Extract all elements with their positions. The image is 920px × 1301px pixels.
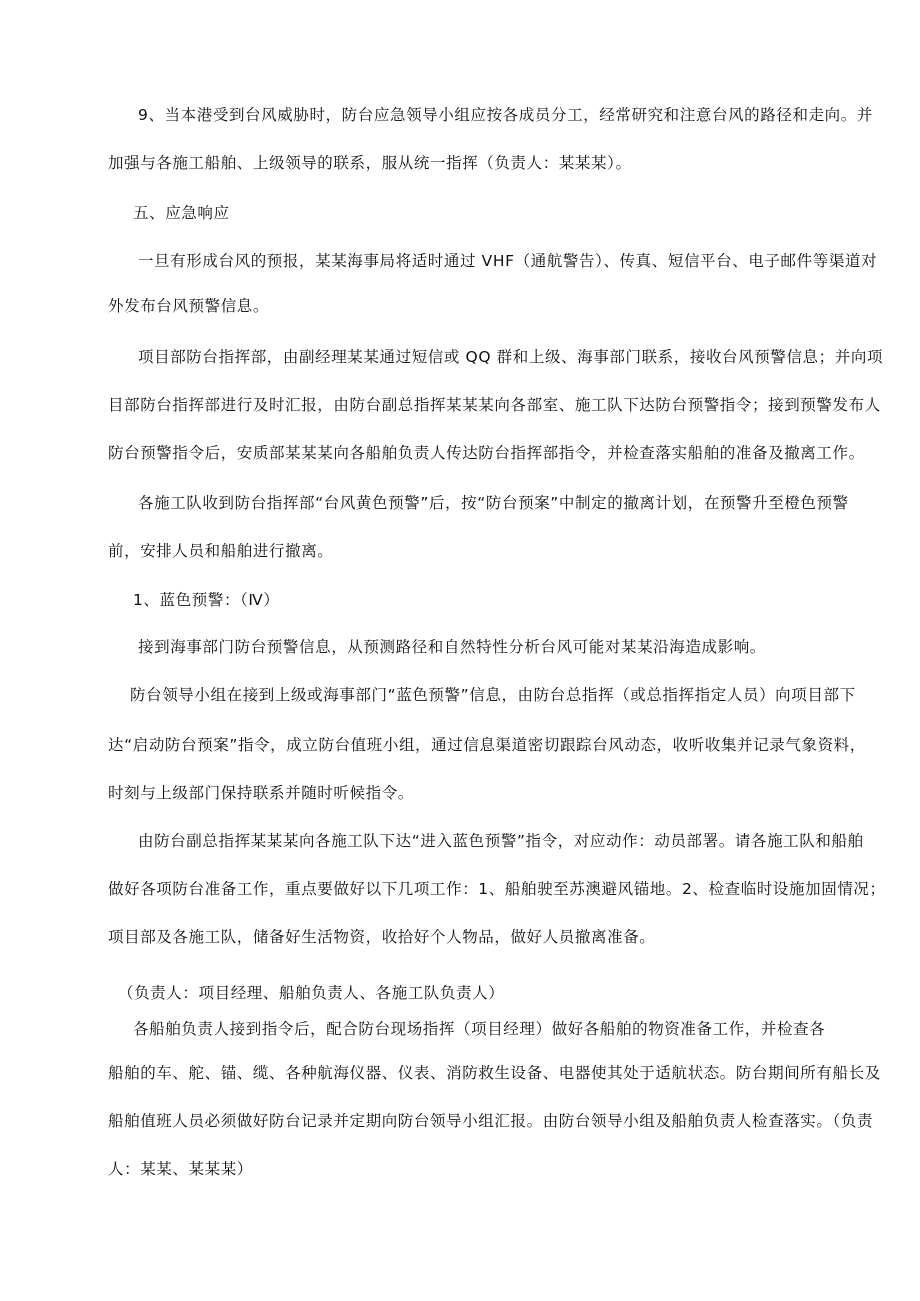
- paragraph-line: 达“启动防台预案”指令，成立防台值班小组，通过信息渠道密切跟踪台风动态，收听收集并记录气象资料，: [108, 736, 866, 754]
- responsible-note: （负责人：项目经理、船舶负责人、各施工队负责人）: [118, 984, 505, 1002]
- section-heading: 五、应急响应: [133, 204, 230, 222]
- paragraph-line: 由防台副总指挥某某某向各施工队下达“进入蓝色预警”指令，对应动作：动员部署。请各施工队和船舶: [138, 832, 864, 850]
- paragraph-line: 防台领导小组在接到上级或海事部门“蓝色预警”信息，由防台总指挥（或总指挥指定人员）向项目部下: [130, 686, 856, 704]
- paragraph-line: 船舶的车、舵、锚、缆、各种航海仪器、仪表、消防救生设备、电器使其处于适航状态。防台期间所有船长及: [108, 1064, 881, 1082]
- paragraph-line: 项目部防台指挥部，由副经理某某通过短信或 QQ 群和上级、海事部门联系，接收台风预警信息；并向项: [138, 348, 884, 366]
- paragraph-line: 各船舶负责人接到指令后，配合防台现场指挥（项目经理）做好各船舶的物资准备工作，并检查各: [133, 1020, 826, 1038]
- paragraph-line: 船舶值班人员必须做好防台记录并定期向防台领导小组汇报。由防台领导小组及船舶负责人检查落实。（负责: [108, 1112, 874, 1130]
- paragraph-line: 防台预警指令后，安质部某某某向各船舶负责人传达防台指挥部指令，并检查落实船舶的准备及撤离工作。: [108, 444, 865, 462]
- paragraph-line: 外发布台风预警信息。: [108, 297, 270, 315]
- subsection-heading: 1、蓝色预警：（Ⅳ）: [133, 591, 280, 609]
- paragraph-line: 人：某某、某某某）: [108, 1160, 253, 1178]
- paragraph-line: 前，安排人员和船舶进行撤离。: [108, 542, 334, 560]
- paragraph-line: 目部防台指挥部进行及时汇报，由防台副总指挥某某某向各部室、施工队下达防台预警指令；接到预警发布人: [108, 396, 881, 414]
- paragraph-line: 项目部及各施工队，储备好生活物资，收拾好个人物品，做好人员撤离准备。: [108, 928, 656, 946]
- paragraph-line: 加强与各施工船舶、上级领导的联系，服从统一指挥（负责人：某某某）。: [108, 154, 632, 172]
- paragraph-line: 一旦有形成台风的预报，某某海事局将适时通过 VHF（通航警告）、传真、短信平台、电子邮件等渠道对: [138, 252, 878, 270]
- paragraph-line: 接到海事部门防台预警信息，从预测路径和自然特性分析台风可能对某某沿海造成影响。: [138, 638, 766, 656]
- paragraph-line: 时刻与上级部门保持联系并随时听候指令。: [108, 784, 414, 802]
- paragraph-line: 各施工队收到防台指挥部“台风黄色预警”后，按“防台预案”中制定的撤离计划，在预警升至橙色预警: [138, 494, 849, 512]
- paragraph-line: 9、当本港受到台风威胁时，防台应急领导小组应按各成员分工，经常研究和注意台风的路径和走向。并: [138, 106, 873, 124]
- paragraph-line: 做好各项防台准备工作，重点要做好以下几项工作：1、船舶驶至苏澳避风锚地。2、检查临时设施加固情况；: [108, 880, 886, 898]
